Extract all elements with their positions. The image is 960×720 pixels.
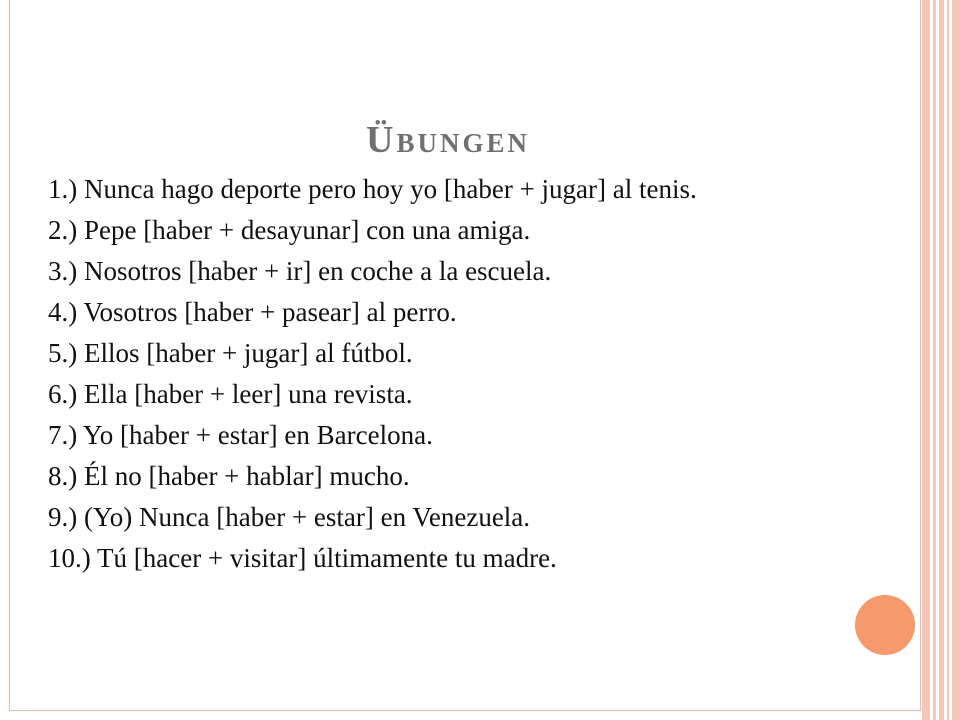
exercise-item-4: 4.) Vosotros [haber + pasear] al perro. bbox=[48, 297, 457, 327]
exercise-item-6: 6.) Ella [haber + leer] una revista. bbox=[48, 379, 413, 409]
slide-title: Übungen bbox=[366, 119, 530, 162]
exercise-item-1: 1.) Nunca hago deporte pero hoy yo [haber + jugar] al tenis. bbox=[48, 174, 697, 204]
exercise-item-3: 3.) Nosotros [haber + ir] en coche a la escuela. bbox=[48, 256, 552, 286]
decorative-stripes bbox=[921, 0, 960, 720]
exercise-item-7: 7.) Yo [haber + estar] en Barcelona. bbox=[48, 420, 433, 450]
stripe bbox=[933, 0, 936, 720]
stripe bbox=[952, 0, 960, 720]
stripe bbox=[947, 0, 949, 720]
exercise-item-10: 10.) Tú [hacer + visitar] últimamente tu madre. bbox=[48, 543, 557, 573]
stripe bbox=[922, 0, 930, 720]
exercise-item-2: 2.) Pepe [haber + desayunar] con una amiga. bbox=[48, 215, 531, 245]
stripe bbox=[939, 0, 944, 720]
exercise-item-9: 9.) (Yo) Nunca [haber + estar] en Venezuela. bbox=[48, 502, 531, 532]
exercise-item-8: 8.) Él no [haber + hablar] mucho. bbox=[48, 461, 410, 491]
decorative-circle bbox=[855, 595, 915, 655]
exercise-item-5: 5.) Ellos [haber + jugar] al fútbol. bbox=[48, 338, 413, 368]
exercise-list bbox=[48, 172, 828, 582]
